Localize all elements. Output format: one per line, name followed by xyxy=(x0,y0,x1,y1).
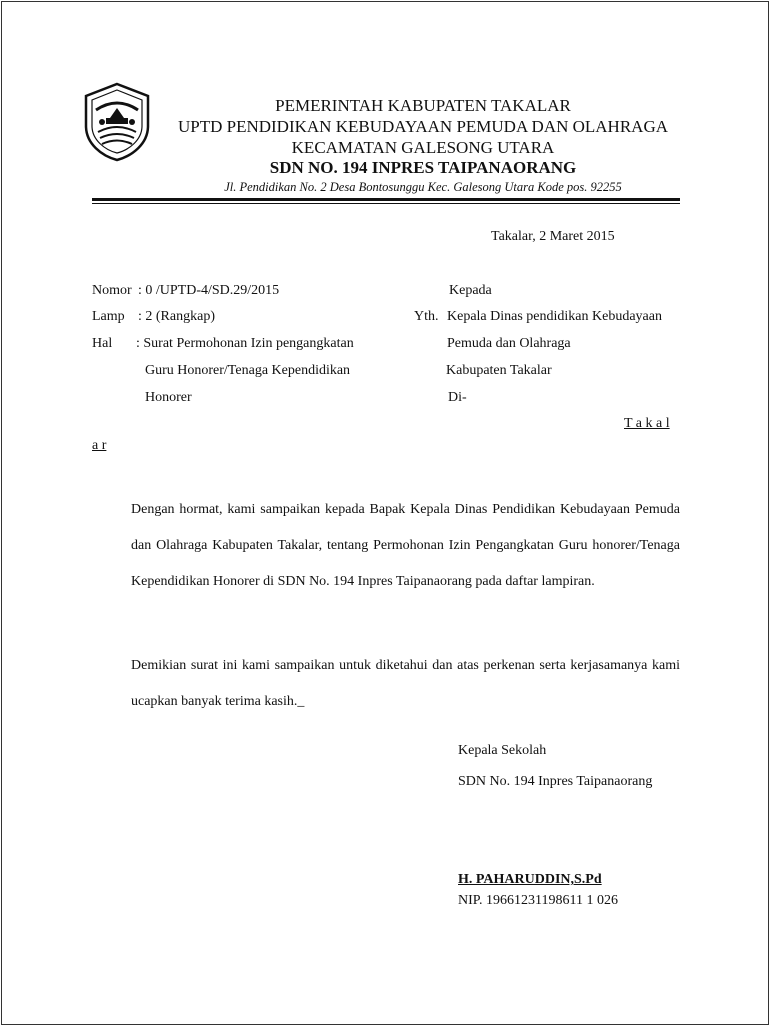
lamp-label: Lamp xyxy=(92,309,125,324)
letterhead-rule-thick xyxy=(92,198,680,201)
signature-nip: NIP. 19661231198611 1 026 xyxy=(458,893,618,908)
letterhead-district: KECAMATAN GALESONG UTARA xyxy=(291,138,555,157)
recipient-kepada: Kepada xyxy=(449,283,492,298)
letterhead-government: PEMERINTAH KABUPATEN TAKALAR xyxy=(275,96,571,115)
body-paragraph-2: Demikian surat ini kami sampaikan untuk diketahui dan atas perkenan serta kerjasamanya kami ucapkan banyak terima kasih._ xyxy=(131,658,680,709)
place-date: Takalar, 2 Maret 2015 xyxy=(491,229,615,244)
signature-school: SDN No. 194 Inpres Taipanaorang xyxy=(458,774,653,789)
nomor-value: : 0 /UPTD-4/SD.29/2015 xyxy=(138,283,280,298)
recipient-yth: Yth. xyxy=(414,309,439,324)
recipient-place-part2: a r xyxy=(92,438,107,453)
recipient-line1: Kepala Dinas pendidikan Kebudayaan xyxy=(447,309,662,324)
signature-name: H. PAHARUDDIN,S.Pd xyxy=(458,872,602,887)
recipient-line3: Kabupaten Takalar xyxy=(446,363,552,378)
takalar-regency-emblem-icon xyxy=(82,82,152,162)
recipient-place-part1: T a k a l xyxy=(624,416,670,431)
lamp-value: : 2 (Rangkap) xyxy=(138,309,215,324)
hal-value-line2: Guru Honorer/Tenaga Kependidikan xyxy=(145,363,351,378)
body-paragraph-1: Dengan hormat, kami sampaikan kepada Bapak Kepala Dinas Pendidikan Kebudayaan Pemuda dan Olahraga Kabupaten Takalar, tentang Permohonan Izin Pengangkatan Guru honorer/Tenaga Kependidikan Honorer di SDN No. 194 Inpres Taipanaorang pada daftar lampiran. xyxy=(131,502,680,589)
signature-title: Kepala Sekolah xyxy=(458,743,547,758)
letterhead-rule-thin xyxy=(92,203,680,204)
letterhead-department: UPTD PENDIDIKAN KEBUDAYAAN PEMUDA DAN OLAHRAGA xyxy=(177,117,669,136)
recipient-di: Di- xyxy=(448,390,467,405)
hal-value-line3: Honorer xyxy=(145,390,192,405)
letterhead-school: SDN NO. 194 INPRES TAIPANAORANG xyxy=(269,158,577,177)
recipient-line2: Pemuda dan Olahraga xyxy=(447,336,571,351)
hal-value-line1: : Surat Permohonan Izin pengangkatan xyxy=(136,336,354,351)
letterhead-address: Jl. Pendidikan No. 2 Desa Bontosunggu Kec. Galesong Utara Kode pos. 92255 xyxy=(224,180,622,194)
hal-label: Hal xyxy=(92,336,113,351)
nomor-label: Nomor xyxy=(92,283,132,298)
